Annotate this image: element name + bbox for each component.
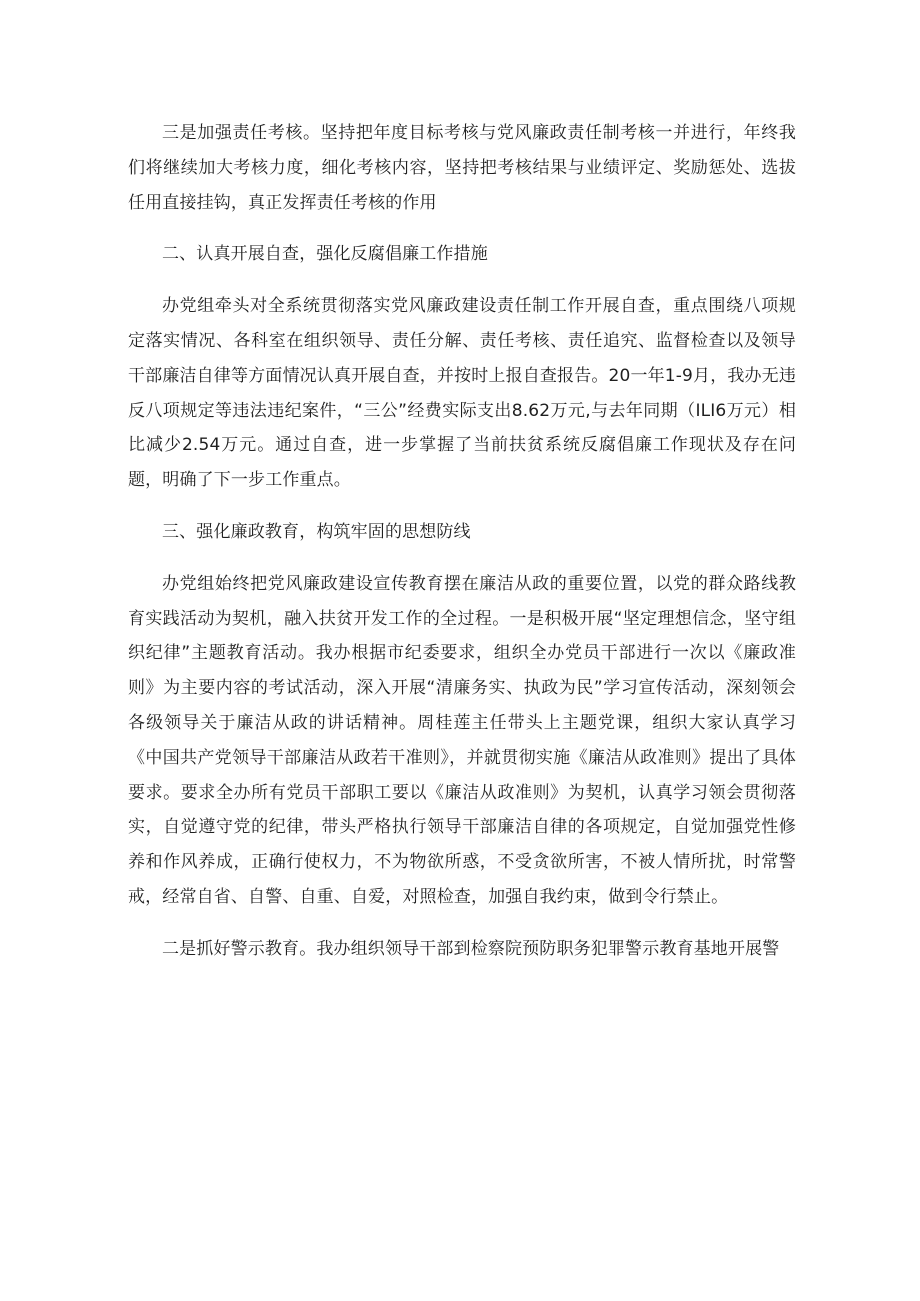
paragraph-warning-education: 二是抓好警示教育。我办组织领导干部到检察院预防职务犯罪警示教育基地开展警 bbox=[162, 938, 780, 959]
paragraph-self-inspection: 办党组牵头对全系统贯彻落实党风廉政建设责任制工作开展自查，重点围绕八项规定落实情况、各科室在组织领导、责任分解、责任考核、责任追究、监督检查以及领导干部廉洁自律等方面情况认真开展自查，并按时上报自查报告。20一年1-9月，我办无违反八项规定等违法违纪案件，“三公”经费实际支出8.62万元,与去年同期（ILI6万元）相比减少2.54万元。通过自查，进一步掌握了当前扶贫系统反腐倡廉工作现状及存在问题，明确了下一步工作重点。 bbox=[128, 296, 796, 491]
document-body bbox=[128, 116, 796, 984]
paragraph-responsibility-assessment: 三是加强责任考核。坚持把年度目标考核与党风廉政责任制考核一并进行，年终我们将继续加大考核力度，细化考核内容，坚持把考核结果与业绩评定、奖励惩处、选拔任用直接挂钩，真正发挥责任考核的作用 bbox=[128, 123, 796, 213]
section-heading-integrity-education: 三、强化廉政教育，构筑牢固的思想防线 bbox=[162, 521, 471, 542]
section-heading-self-inspection: 二、认真开展自查，强化反腐倡廉工作措施 bbox=[162, 244, 488, 265]
paragraph-integrity-education: 办党组始终把党风廉政建设宣传教育摆在廉洁从政的重要位置，以党的群众路线教育实践活动为契机，融入扶贫开发工作的全过程。一是积极开展“坚定理想信念，坚守组织纪律”主题教育活动。我办根据市纪委要求，组织全办党员干部进行一次以《廉政准则》为主要内容的考试活动，深入开展“清廉务实、执政为民”学习宣传活动，深刻领会各级领导关于廉洁从政的讲话精神。周桂莲主任带头上主题党课，组织大家认真学习《中国共产党领导干部廉洁从政若干准则》，并就贯彻实施《廉洁从政准则》提出了具体要求。要求全办所有党员干部职工要以《廉洁从政准则》为契机，认真学习领会贯彻落实，自觉遵守党的纪律，带头严格执行领导干部廉洁自律的各项规定，自觉加强党性修养和作风养成，正确行使权力，不为物欲所惑，不受贪欲所害，不被人情所扰，时常警戒，经常自省、自警、自重、自爱，对照检查，加强自我约束，做到令行禁止。 bbox=[128, 573, 796, 907]
